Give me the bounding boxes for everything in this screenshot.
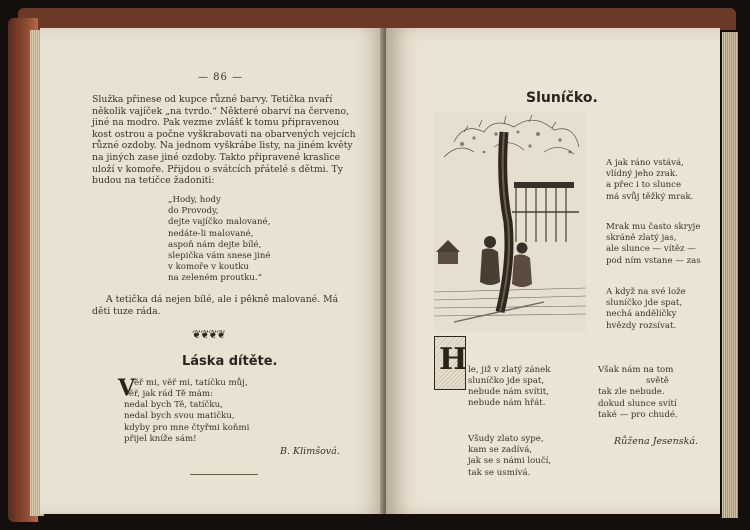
- stanza-line: a přec i to slunce: [606, 180, 682, 191]
- stanza-line: tak zle nebude.: [598, 387, 665, 398]
- stanza-line: také — pro chudé.: [598, 409, 678, 420]
- stanza-line: světě: [646, 376, 669, 387]
- drop-cap: H: [439, 342, 468, 377]
- verse-block: [168, 195, 271, 285]
- poem-title: Láska dítěte.: [182, 354, 278, 369]
- stanza-line: pod ním vstane — zas: [606, 255, 701, 266]
- stanza: [598, 365, 678, 421]
- stanza-line: Však nám na tom: [598, 365, 674, 375]
- drop-cap: V: [118, 375, 136, 401]
- poem-body: [134, 378, 248, 389]
- verse-line: „Hody, hody: [168, 195, 221, 205]
- stanza-line: vlídný jeho zrak.: [606, 169, 678, 180]
- end-rule: [190, 474, 258, 475]
- stanza-line: skráně zlatý jas,: [606, 233, 677, 244]
- page-edges-right: [722, 32, 738, 518]
- verse-line: na zeleném proutku.“: [168, 273, 262, 284]
- stanza-line: kam se zadívá,: [468, 445, 533, 456]
- stanza-line: nebude nám hřát.: [468, 398, 546, 409]
- poem-author: B. Klimšová.: [280, 446, 340, 457]
- closing-line: A tetička dá nejen bílé, ale i pěkně malované. Má: [106, 294, 339, 305]
- prose-line: kost ostrou a počne vyškrabovati na obarvených vejcích: [92, 128, 356, 140]
- poem-line: nedal bych svou matičku,: [124, 411, 235, 422]
- verse-line: dejte vajíčko malované,: [168, 217, 271, 228]
- stanza-line: hvězdy rozsívat.: [606, 320, 677, 331]
- stanza: [606, 222, 701, 267]
- verse-line: do Provody,: [168, 206, 219, 217]
- poem-line: věř, jak rád Tě mám:: [124, 389, 213, 399]
- ornate-dropcap-frame: [434, 336, 466, 390]
- poem-body-continued: [124, 389, 249, 445]
- closing-paragraph: [92, 294, 339, 317]
- poem-line: ěř mi, věř mi, tatíčku můj,: [134, 378, 248, 388]
- stanza-line: sluníčko jde spat,: [468, 376, 545, 386]
- verse-line: aspoň nám dejte bílé,: [168, 239, 262, 250]
- poem-line: nedal bych Tě, tatíčku,: [124, 400, 223, 411]
- stanza-line: le, již v zlatý zánek: [468, 365, 551, 375]
- page-number: — 86 —: [198, 72, 244, 83]
- stanza: [606, 287, 686, 332]
- prose-paragraph: [92, 94, 356, 187]
- prose-line: Služka přinese od kupce různé barvy. Tetička nvaří: [92, 94, 333, 105]
- ornament-divider: ❦❦❦❦: [192, 328, 225, 341]
- engraving-illustration: [434, 112, 586, 332]
- poem-line: přijel kníže sám!: [124, 433, 197, 444]
- stanza: [468, 365, 550, 376]
- book-cover-top: [18, 8, 736, 30]
- prose-line: jiné na modro. Pak vezme zvlášť k tomu připravenou: [92, 117, 340, 129]
- verse-line: slepička vám snese jiné: [168, 251, 271, 262]
- stanza: [468, 434, 551, 479]
- poem-line: kdyby pro mne čtyřmi koňmi: [124, 422, 250, 433]
- prose-line: budou na tetičce žadoniti:: [92, 175, 215, 187]
- prose-line: různé ozdoby. Na jednom vyškrábe listy, na jiném květy: [92, 140, 353, 152]
- poem-author: Růžena Jesenská.: [614, 436, 699, 447]
- stanza-line: tak se usmívá.: [468, 467, 531, 478]
- stanza: [606, 158, 693, 203]
- prose-line: několik vajíček „na tvrdo.“ Některé obarví na červeno,: [92, 105, 350, 117]
- prose-line: uloží v komoře. Přijdou o svátcích přátelé s dětmi. Ty: [92, 163, 343, 175]
- verse-line: v komoře v koutku: [168, 262, 249, 273]
- stanza-line: Mrak mu často skryje: [606, 222, 701, 232]
- stanza-line: dokud slunce svítí: [598, 398, 677, 409]
- stanza-line: Všudy zlato sype,: [468, 434, 544, 444]
- stanza-line: A když na své lože: [606, 287, 686, 297]
- stanza-line: nebude nám svítit,: [468, 387, 549, 398]
- left-page: [40, 28, 386, 514]
- open-book: [8, 8, 742, 522]
- stanza-line: nechá andělíčky: [606, 309, 677, 320]
- stanza-continued: [468, 376, 549, 410]
- stanza-line: sluníčko jde spat,: [606, 298, 683, 309]
- stanza-line: A jak ráno vstává,: [606, 158, 684, 168]
- stanza-line: ale slunce — vítěz —: [606, 244, 696, 255]
- stanza-line: jak se s námi loučí,: [468, 456, 552, 467]
- stanza-line: má svůj těžký mrak.: [606, 191, 694, 202]
- verse-line: nedáte-li malované,: [168, 228, 254, 239]
- right-page: [386, 28, 720, 514]
- prose-line: na jiných zase jiné ozdoby. Takto připravené kraslice: [92, 151, 341, 163]
- closing-line: děti tuze ráda.: [92, 305, 161, 317]
- poem-title: Sluníčko.: [526, 90, 598, 106]
